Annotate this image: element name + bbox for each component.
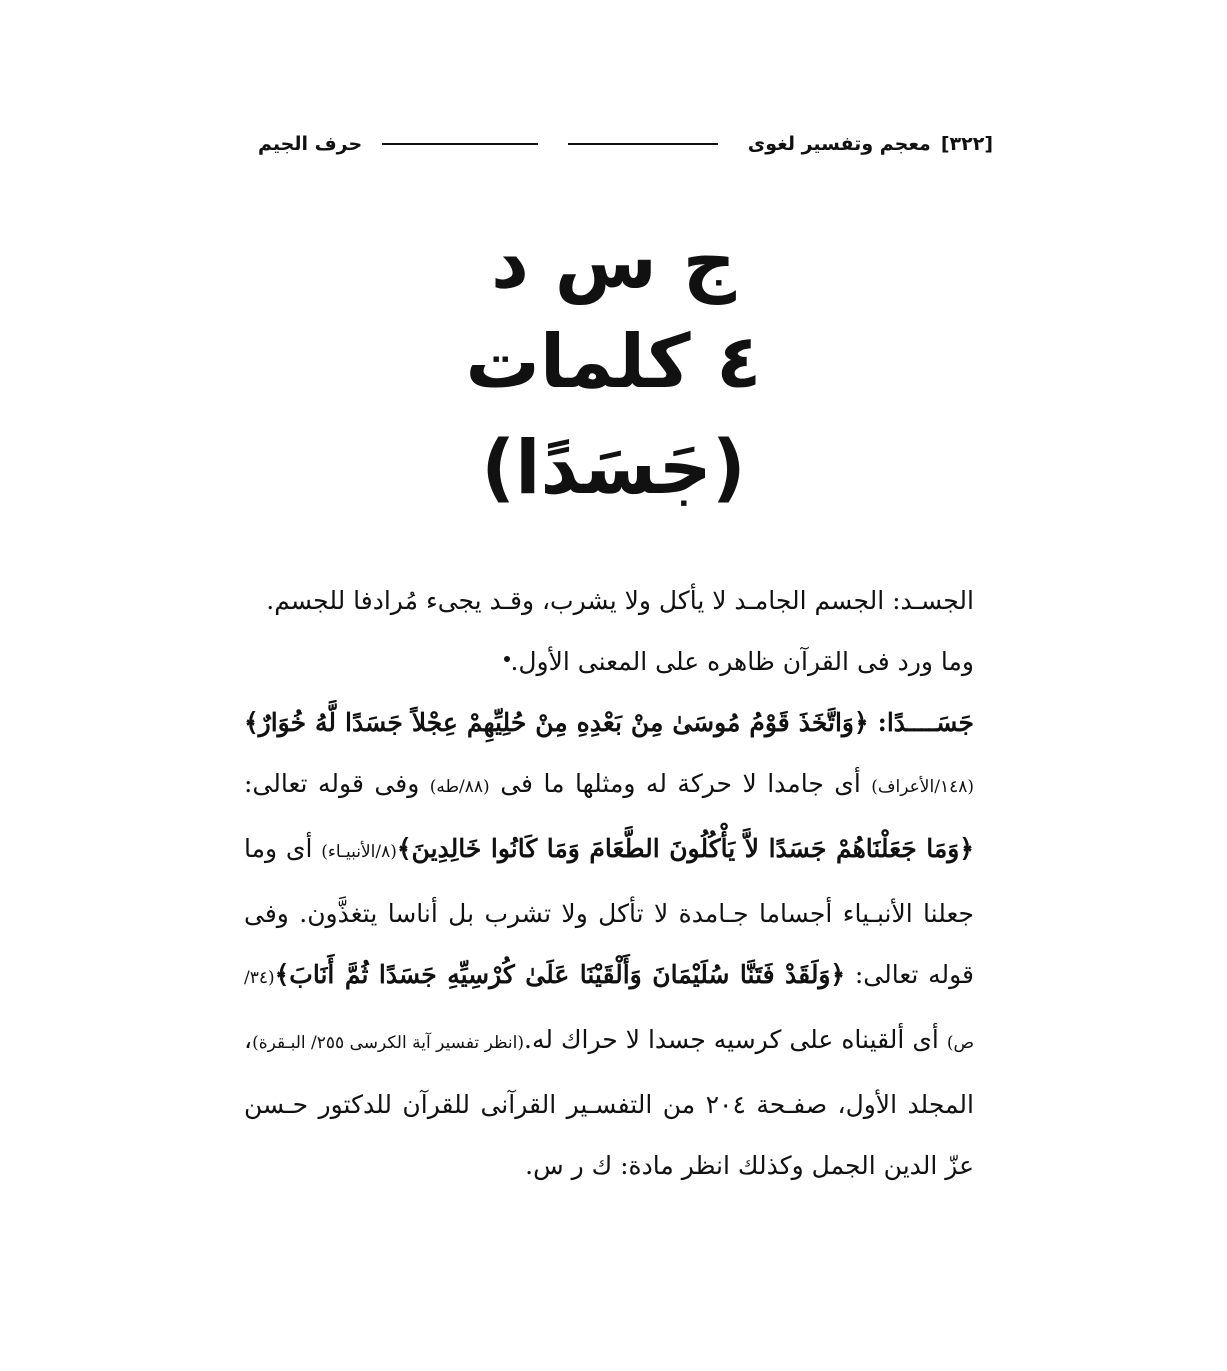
- commentary-text: ، المجلد الأول، صفـحة ٢٠٤ من التفسـير القرآنى للقرآن للدكتور حـسن عزّ الدين الجمل وكذلك انظر مادة: ك ر س.: [244, 1025, 974, 1180]
- examples-paragraph: [244, 692, 974, 1196]
- running-header: [258, 126, 993, 162]
- header-rule: [568, 143, 718, 145]
- header-rule-long: [382, 143, 538, 145]
- verse-reference: (٨٨/طه): [429, 777, 490, 797]
- quran-verse: ﴿وَلَقَدْ فَتَنَّا سُلَيْمَانَ وَأَلْقَيْنَا عَلَىٰ كُرْسِيِّهِ جَسَدًا ثُمَّ أَنَابَ﴾: [274, 960, 846, 989]
- verse-reference: (١٤٨/الأعراف): [871, 777, 974, 797]
- cross-reference: (انظر تفسير آية الكرسى ٢٥٥/ البـقرة): [252, 1033, 524, 1053]
- commentary-text: أى وما جعلنا الأنبـياء أجساما جـامدة لا تأكل ولا تشرب بل أناسا يتغذَّون. وفى قوله تعالى:: [244, 834, 974, 989]
- commentary-text: أى جامدا لا حركة له ومثلها ما فى: [489, 769, 872, 798]
- section-title: حرف الجيم: [258, 133, 363, 155]
- entry-label: جَسَــــدًا:: [868, 708, 974, 737]
- entry-word-heading: (جَسَدًا): [481, 425, 746, 511]
- quran-verse: ﴿وَمَا جَعَلْنَاهُمْ جَسَدًا لاَّ يَأْكُلُونَ الطَّعَامَ وَمَا كَانُوا خَالِدِينَ﴾: [396, 834, 974, 863]
- commentary-text: وفى قوله تعالى:: [244, 769, 430, 798]
- body-text: [244, 570, 974, 1196]
- verse-reference: (٨/الأنبيـاء): [321, 842, 397, 862]
- quran-verse: ﴿وَاتَّخَذَ قَوْمُ مُوسَىٰ مِنْ بَعْدِهِ مِنْ حُلِيِّهِمْ عِجْلاً جَسَدًا لَّهُ خُوَارٌ﴾: [244, 708, 869, 737]
- usage-paragraph: وما ورد فى القرآن ظاهره على المعنى الأول.: [510, 647, 974, 676]
- word-count-heading: ٤ كلمات: [465, 319, 762, 405]
- root-letters-heading: ج س د: [491, 219, 736, 305]
- verse-reference: (٣٤/ص): [244, 968, 974, 1053]
- definition-paragraph: الجسـد: الجسم الجامـد لا يأكل ولا يشرب، وقـد يجىء مُرادفا للجسم.: [266, 586, 974, 615]
- book-title: معجم وتفسير لغوى: [747, 133, 931, 155]
- page-number: [٣٢٢]: [940, 133, 993, 155]
- commentary-text: أى ألقيناه على كرسيه جسدا لا حراك له.: [524, 1025, 947, 1054]
